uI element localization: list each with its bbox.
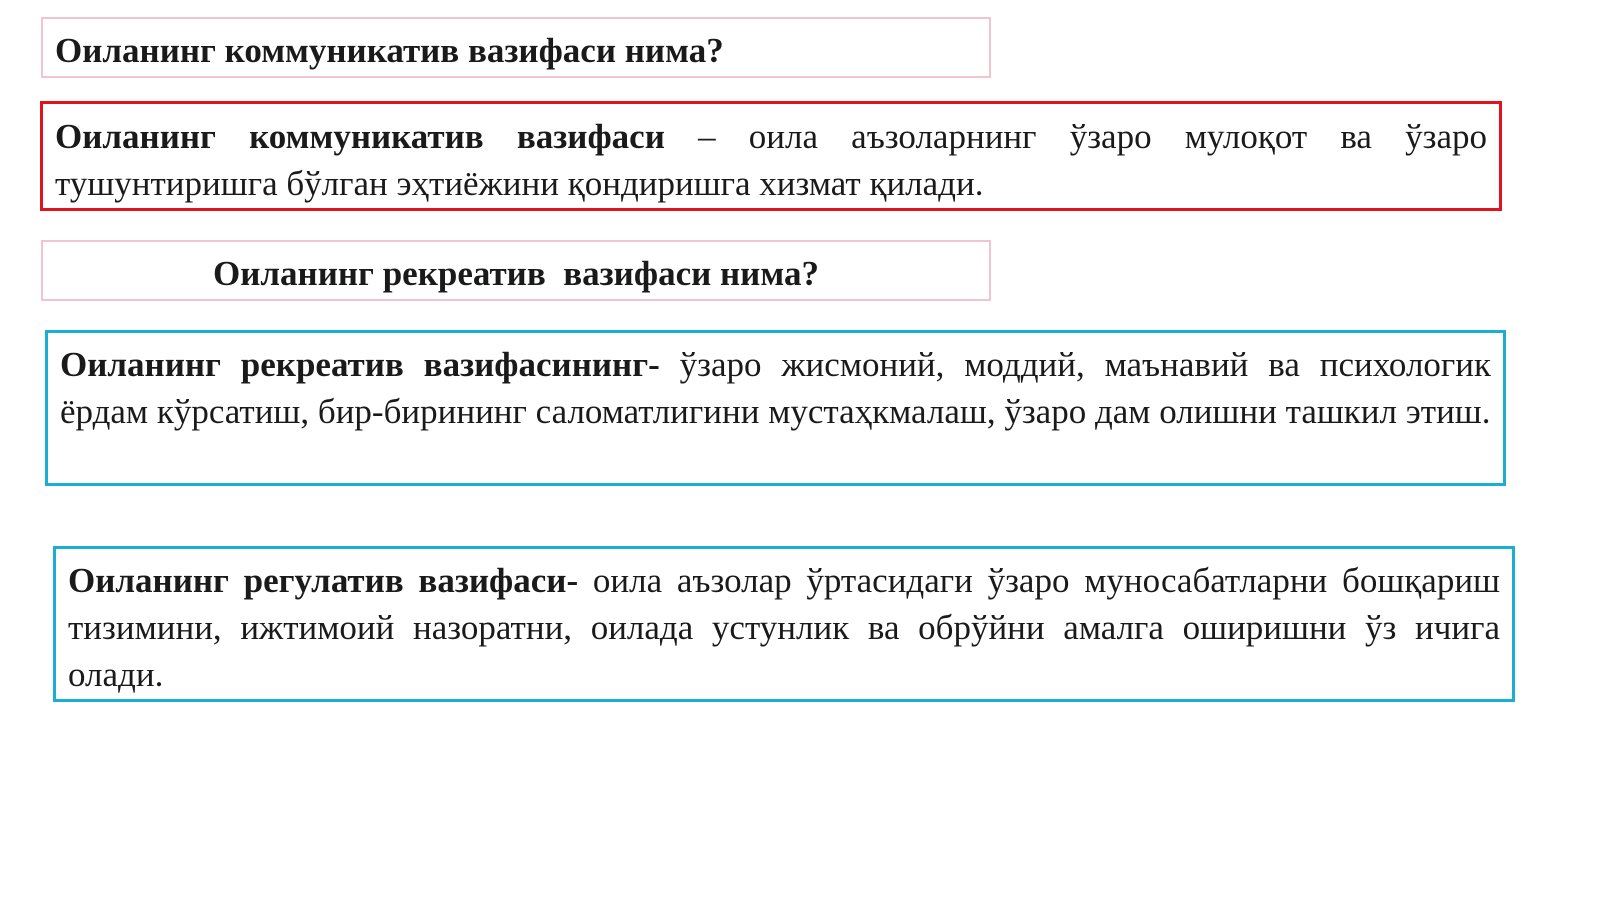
answer-regulative-text: оила аъзолар ўртасидаги ўзаро муносабатларни бошқариш тизимини, ижтимоий назоратни, оилада устунлик ва обрўйни амалга оширишни ўз ичига олади. (68, 561, 1500, 694)
question-recreative-text: Оиланинг рекреатив вазифаси нима? (213, 254, 819, 293)
answer-regulative-box (53, 546, 1515, 702)
answer-recreative-term: Оиланинг рекреатив вазифасининг- (60, 345, 660, 384)
answer-recreative-text: ўзаро жисмоний, моддий, маънавий ва психологик ёрдам кўрсатиш, бир-бирининг саломатлигини мустаҳкмалаш, ўзаро дам олишни ташкил этиш. (60, 345, 1491, 431)
answer-communicative-box (40, 101, 1502, 211)
question-recreative (41, 240, 991, 301)
question-communicative-text: Оиланинг коммуникатив вазифаси нима? (55, 31, 724, 70)
answer-communicative-term: Оиланинг коммуникатив вазифаси (55, 117, 665, 156)
answer-communicative-text: – оила аъзоларнинг ўзаро мулоқот ва ўзаро тушунтиришга бўлган эҳтиёжини қондиришга хизмат қилади. (55, 117, 1487, 203)
answer-regulative-term: Оиланинг регулатив вазифаси- (68, 561, 579, 600)
answer-recreative-box (45, 330, 1506, 486)
question-communicative (41, 17, 991, 78)
